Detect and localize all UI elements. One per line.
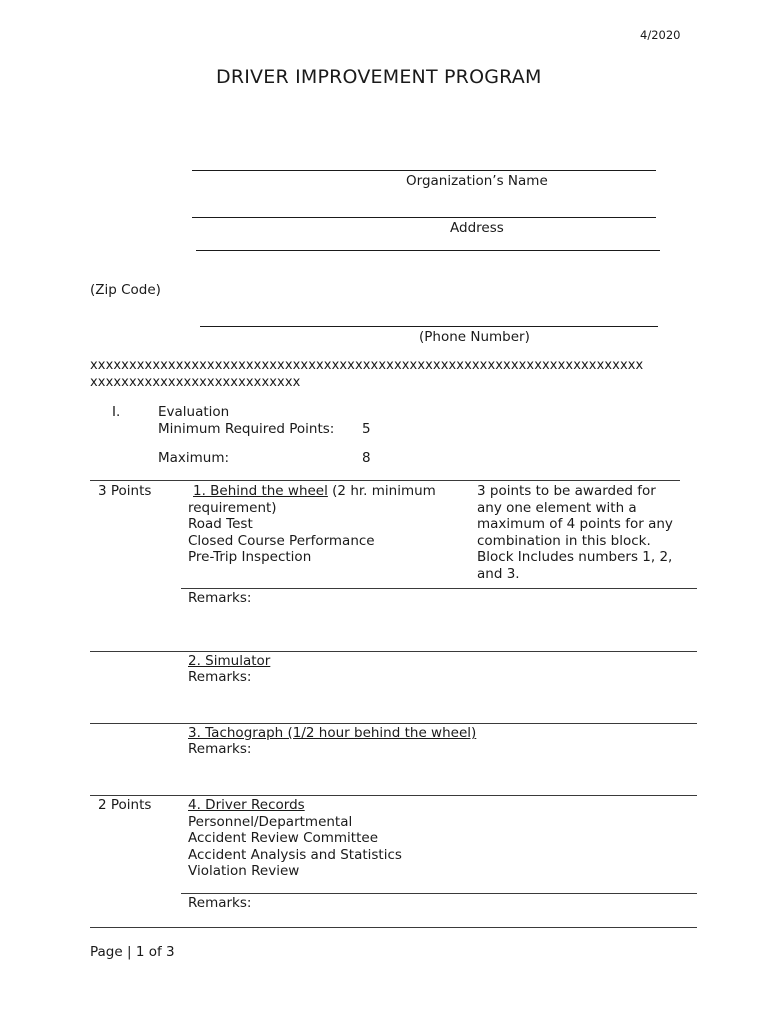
item2-bottom-rule xyxy=(90,723,697,724)
item1-title-rest: (2 hr. minimum xyxy=(327,483,436,499)
item3-bottom-rule xyxy=(90,795,697,796)
item3-remarks-label: Remarks: xyxy=(188,741,252,757)
note-line: combination in this block. xyxy=(477,532,651,549)
item2-title xyxy=(188,653,270,670)
item1-bottom-rule xyxy=(90,651,697,652)
item4-remarks-label: Remarks: xyxy=(188,895,252,911)
phone-number-caption: (Phone Number) xyxy=(419,329,530,345)
item1-remarks-rule xyxy=(181,588,697,589)
organization-name-line[interactable] xyxy=(192,170,656,171)
zip-code-caption: (Zip Code) xyxy=(90,282,161,298)
item2-remarks-label: Remarks: xyxy=(188,669,252,685)
item1-line: Pre-Trip Inspection xyxy=(188,549,312,566)
organization-name-caption: Organization’s Name xyxy=(406,173,548,189)
max-points-value: 8 xyxy=(362,450,371,466)
item1-title: 1. Behind the wheel xyxy=(193,483,328,499)
block1-points: 3 Points xyxy=(98,483,152,499)
item4-description xyxy=(188,797,402,880)
note-line: 3 points to be awarded for xyxy=(477,483,656,499)
item1-description xyxy=(188,483,436,566)
item4-title: 4. Driver Records xyxy=(188,797,305,813)
item1-line: Road Test xyxy=(188,516,253,533)
item3-title-text: 3. Tachograph (1/2 hour behind the wheel) xyxy=(188,725,477,741)
item3-title xyxy=(188,725,476,742)
item4-line: Violation Review xyxy=(188,863,300,880)
separator-xline xyxy=(90,357,643,391)
item1-line: requirement) xyxy=(188,499,277,516)
table-bottom-rule xyxy=(90,927,697,928)
section-heading: Evaluation xyxy=(158,404,230,420)
document-title: DRIVER IMPROVEMENT PROGRAM xyxy=(216,66,542,88)
min-points-value: 5 xyxy=(362,421,371,437)
note-line: Block Includes numbers 1, 2, xyxy=(477,549,673,566)
note-line: any one element with a xyxy=(477,499,637,516)
item4-line: Accident Analysis and Statistics xyxy=(188,846,402,863)
item4-line: Accident Review Committee xyxy=(188,830,379,847)
separator-line-1: xxxxxxxxxxxxxxxxxxxxxxxxxxxxxxxxxxxxxxxxxxxxxxxxxxxxxxxxxxxxxxxxxxxxxxx xyxy=(90,358,644,373)
note-line: and 3. xyxy=(477,565,520,582)
item1-line: Closed Course Performance xyxy=(188,532,375,549)
address-line[interactable] xyxy=(192,217,656,218)
address-caption: Address xyxy=(450,220,504,236)
section-numeral: I. xyxy=(112,404,121,420)
block1-note xyxy=(477,483,673,583)
document-date: 4/2020 xyxy=(640,28,681,42)
item2-title-text: 2. Simulator xyxy=(188,653,271,669)
separator-line-2: xxxxxxxxxxxxxxxxxxxxxxxxxxx xyxy=(90,375,301,390)
min-points-label: Minimum Required Points: xyxy=(158,421,335,437)
page-number: Page | 1 of 3 xyxy=(90,944,175,960)
address-line-2[interactable] xyxy=(196,250,660,251)
block2-points: 2 Points xyxy=(98,797,152,813)
item4-line: Personnel/Departmental xyxy=(188,813,353,830)
item1-remarks-label: Remarks: xyxy=(188,590,252,606)
phone-number-line[interactable] xyxy=(200,326,658,327)
item4-remarks-rule xyxy=(181,893,697,894)
max-points-label: Maximum: xyxy=(158,450,230,466)
table-top-rule xyxy=(90,480,680,481)
note-line: maximum of 4 points for any xyxy=(477,516,673,533)
